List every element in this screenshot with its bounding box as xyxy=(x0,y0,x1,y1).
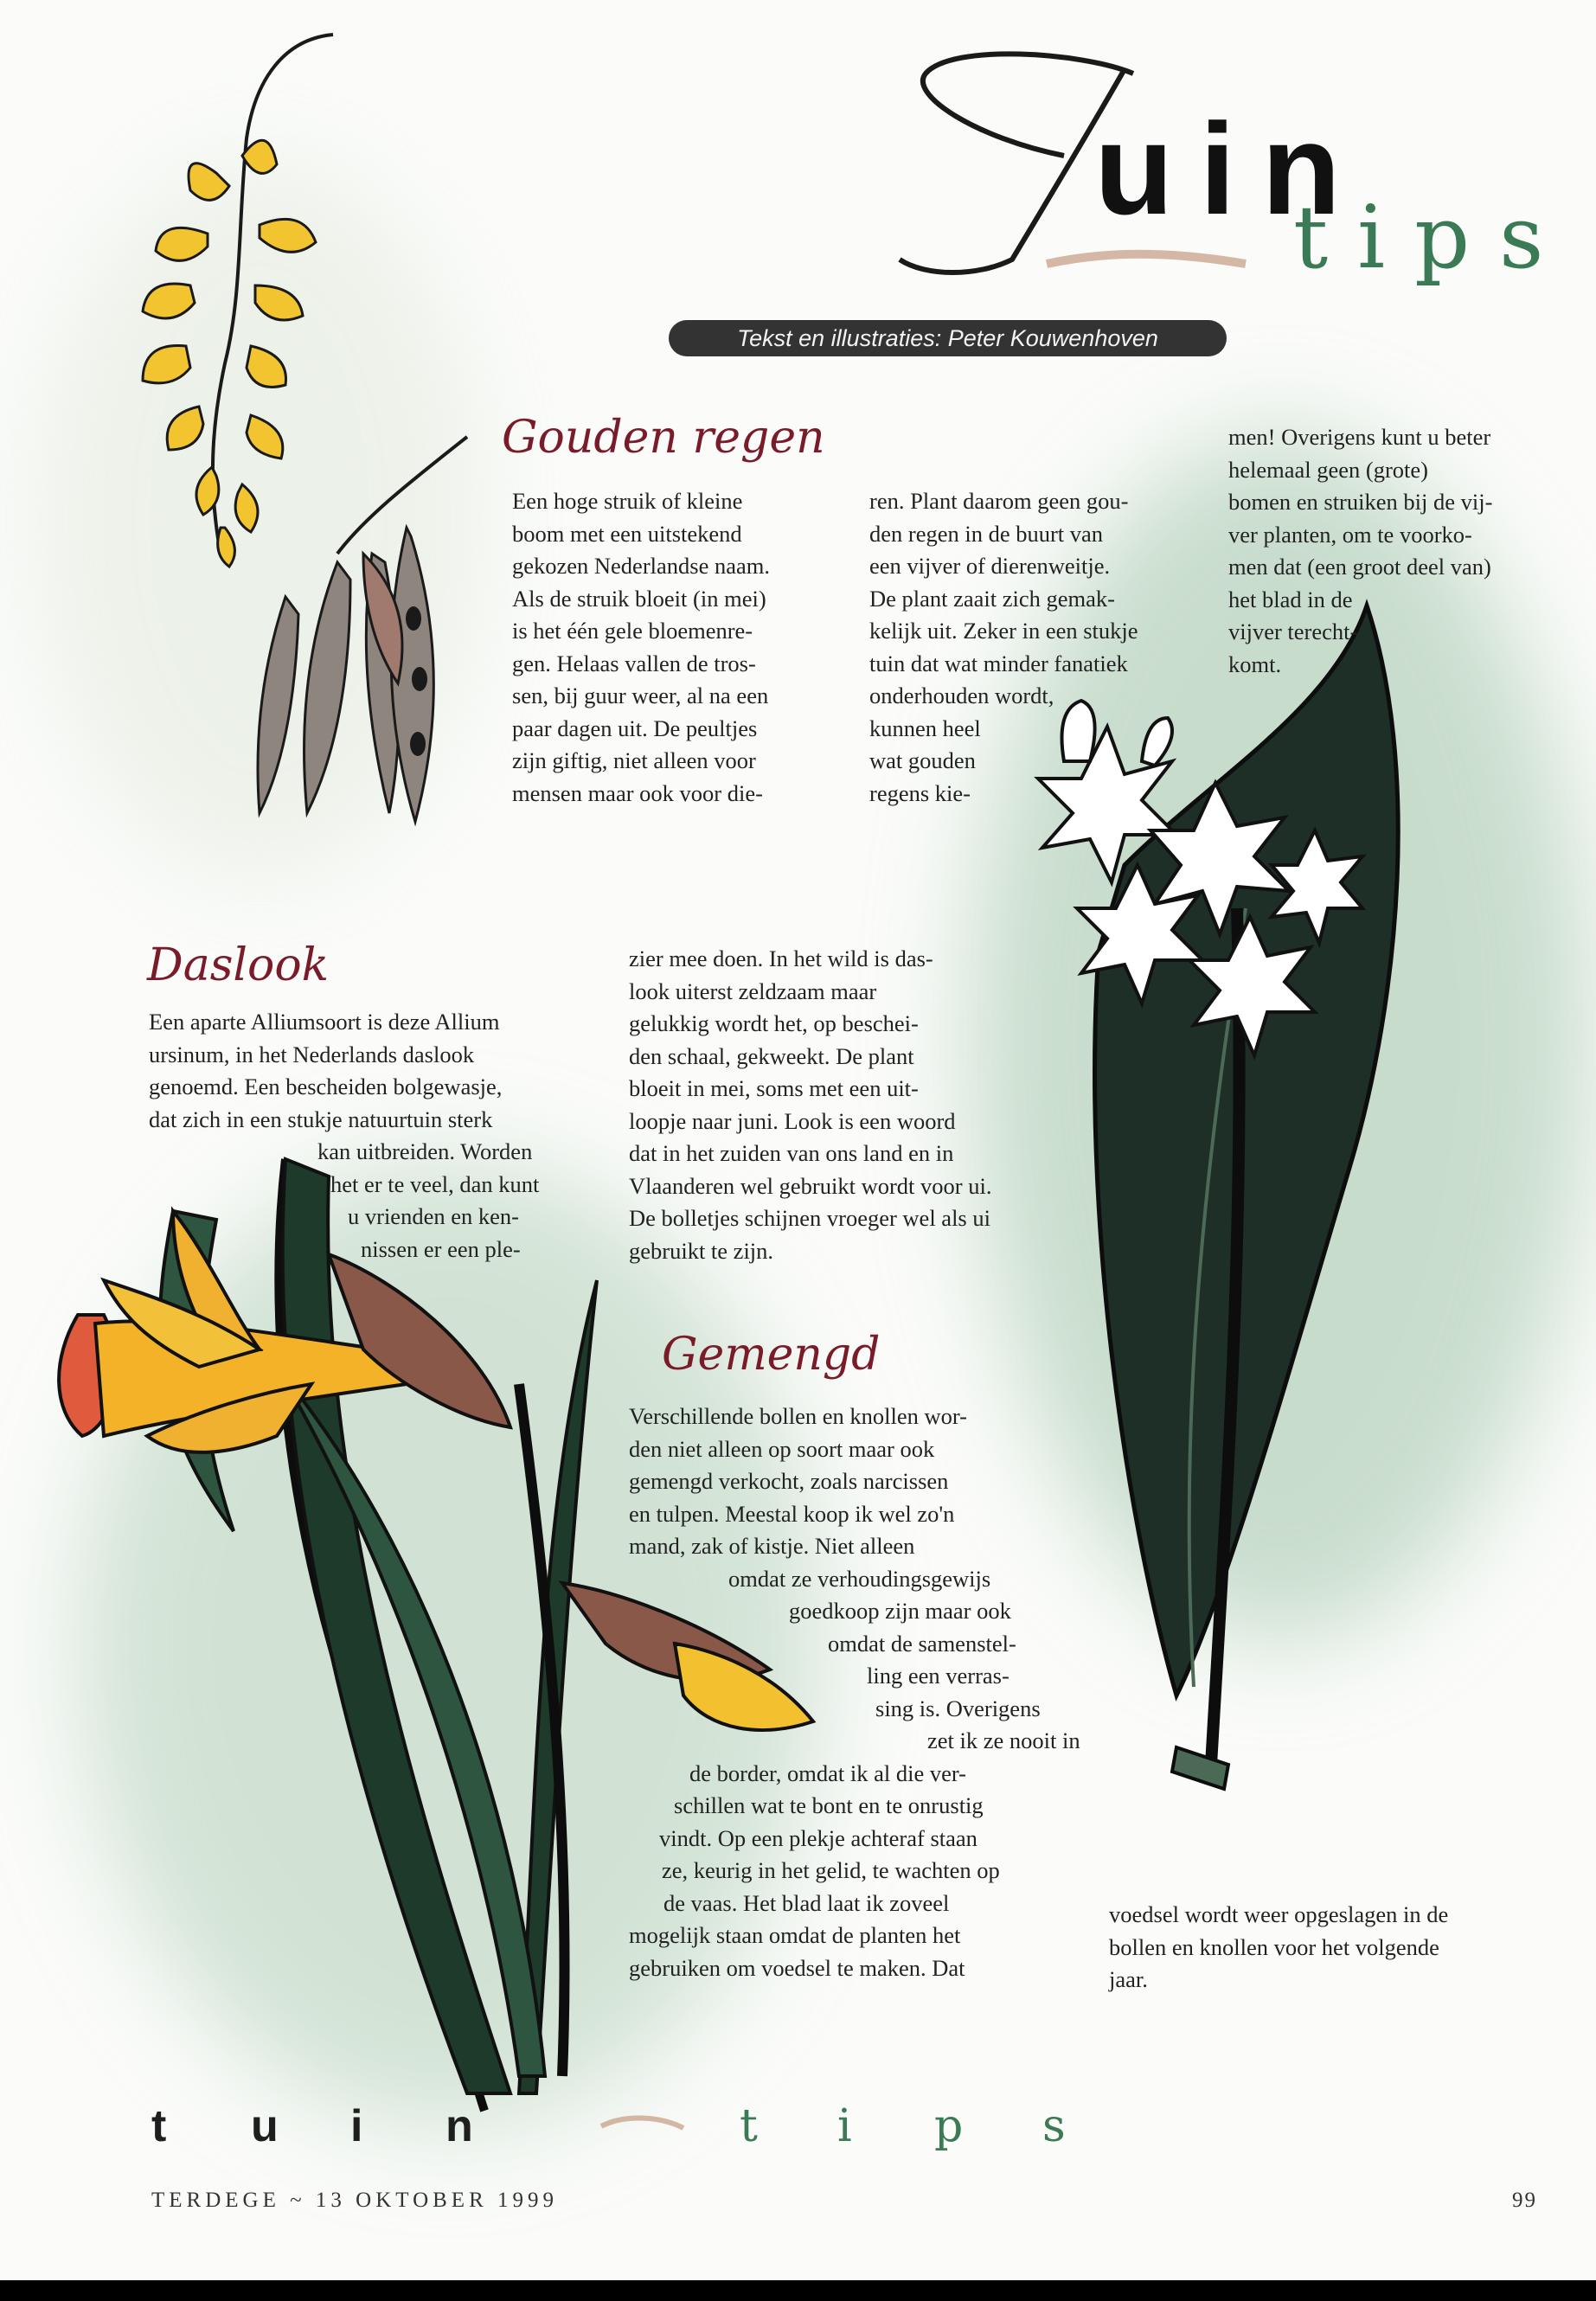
daslook-column-1 xyxy=(149,1006,581,1266)
text-line: een vijver of dierenweitje. xyxy=(869,553,1111,579)
text-line: zijn giftig, niet alleen voor xyxy=(512,747,756,773)
text-line: sing is. Overigens xyxy=(875,1695,1041,1721)
text-line: sen, bij guur weer, al na een xyxy=(512,683,769,708)
gemengd-column-1 xyxy=(629,1400,1080,1984)
text-line: ver planten, om te voorko- xyxy=(1228,521,1472,548)
text-line: den niet alleen op soort maar ook xyxy=(629,1435,935,1462)
footer-tuin-t: t xyxy=(151,2101,167,2151)
text-line: omdat ze verhoudingsgewijs xyxy=(728,1565,991,1592)
text-line: ren. Plant daarom geen gou- xyxy=(869,488,1129,514)
golden-rain-illustration xyxy=(143,35,467,822)
text-line: omdat de samenstel- xyxy=(828,1630,1016,1657)
footer-tips-t: t xyxy=(740,2100,758,2152)
text-line: het blad in de xyxy=(1228,586,1353,612)
text-line: den regen in de buurt van xyxy=(869,520,1104,547)
text-line: bomen en struiken bij de vij- xyxy=(1228,489,1493,515)
text-line: zier mee doen. In het wild is das- xyxy=(629,945,933,971)
text-line: mensen maar ook voor die- xyxy=(512,779,763,806)
text-line: komt. xyxy=(1228,651,1282,677)
text-line: vijver terecht- xyxy=(1228,619,1358,644)
text-line: gebruikt te zijn. xyxy=(629,1237,774,1264)
text-line: de vaas. Het blad laat ik zoveel xyxy=(663,1889,950,1916)
text-line: goedkoop zijn maar ook xyxy=(789,1598,1011,1624)
text-line: look uiterst zeldzaam maar xyxy=(629,977,877,1004)
text-line: gebruiken om voedsel te maken. Dat xyxy=(629,1954,965,1981)
text-line: dat zich in een stukje natuurtuin sterk xyxy=(149,1106,493,1132)
text-line: de border, omdat ik al die ver- xyxy=(689,1759,966,1786)
text-line: kan uitbreiden. Worden xyxy=(317,1138,533,1164)
page-number: 99 xyxy=(1512,2189,1537,2212)
text-line: gekozen Nederlandse naam. xyxy=(512,553,770,579)
text-line: De plant zaait zich gemak- xyxy=(869,585,1115,612)
byline-badge: Tekst en illustraties: Peter Kouwenhoven xyxy=(669,320,1227,356)
text-line: mand, zak of kistje. Niet alleen xyxy=(629,1533,915,1559)
heading-gouden-regen: Gouden regen xyxy=(502,412,825,464)
text-line: voedsel wordt weer opgeslagen in de xyxy=(1109,1901,1449,1927)
text-line: Als de struik bloeit (in mei) xyxy=(512,585,766,612)
text-line: onderhouden wordt, xyxy=(869,683,1054,708)
text-line: mogelijk staan omdat de planten het xyxy=(629,1922,961,1948)
text-line: Een hoge struik of kleine xyxy=(512,488,743,514)
text-line: is het één gele bloemenre- xyxy=(512,618,753,644)
text-line: tuin dat wat minder fanatiek xyxy=(869,650,1128,676)
text-line: dat in het zuiden van ons land en in xyxy=(629,1140,954,1166)
text-line: wat gouden xyxy=(869,747,976,773)
text-line: u vrienden en ken- xyxy=(348,1203,519,1229)
text-line: boom met een uitstekend xyxy=(512,520,742,547)
text-line: kunnen heel xyxy=(869,715,981,741)
page-subtitle: tips xyxy=(1293,187,1574,288)
daslook-column-2 xyxy=(629,943,991,1267)
footer-tips-s: s xyxy=(1042,2100,1066,2152)
text-line: schillen wat te bont en te onrustig xyxy=(674,1792,984,1818)
text-line: gen. Helaas vallen de tros- xyxy=(512,650,756,676)
text-line: ze, keurig in het gelid, te wachten op xyxy=(662,1857,1000,1883)
text-line: den schaal, gekweekt. De plant xyxy=(629,1042,914,1069)
footer-tips-p: p xyxy=(934,2100,964,2152)
footer-tuin-n: n xyxy=(445,2101,473,2151)
footer-tips-i: i xyxy=(837,2100,852,2152)
publication-line: TERDEGE ~ 13 OKTOBER 1999 xyxy=(151,2189,558,2212)
text-line: De bolletjes schijnen vroeger wel als ui xyxy=(629,1205,990,1231)
text-line: bollen en knollen voor het volgende xyxy=(1109,1933,1439,1960)
text-line: bloeit in mei, soms met een uit- xyxy=(629,1075,919,1101)
text-line: Vlaanderen wel gebruikt wordt voor ui. xyxy=(629,1172,992,1199)
text-line: ling een verras- xyxy=(867,1663,1010,1689)
text-line: gelukkig wordt het, op beschei- xyxy=(629,1010,919,1036)
text-line: en tulpen. Meestal koop ik wel zo'n xyxy=(629,1500,955,1527)
text-line: zet ik ze nooit in xyxy=(927,1727,1080,1753)
text-line: men dat (een groot deel van) xyxy=(1228,554,1491,580)
text-line: loopje naar juni. Look is een woord xyxy=(629,1107,956,1134)
text-line: ursinum, in het Nederlands daslook xyxy=(149,1041,475,1067)
gemengd-column-2 xyxy=(1109,1899,1448,1997)
text-line: kelijk uit. Zeker in een stukje xyxy=(869,618,1138,644)
gouden-regen-column-3 xyxy=(1228,421,1492,681)
footer-tuin-u: u xyxy=(251,2101,279,2151)
gouden-regen-column-1 xyxy=(512,485,770,810)
text-line: paar dagen uit. De peultjes xyxy=(512,715,758,741)
heading-daslook: Daslook xyxy=(147,939,330,991)
text-line: het er te veel, dan kunt xyxy=(330,1170,540,1197)
gouden-regen-column-2 xyxy=(869,485,1138,810)
text-line: vindt. Op een plekje achteraf staan xyxy=(659,1824,977,1851)
text-line: gemengd verkocht, zoals narcissen xyxy=(629,1468,949,1494)
heading-gemengd: Gemengd xyxy=(662,1329,881,1381)
text-line: Een aparte Alliumsoort is deze Allium xyxy=(149,1009,500,1035)
footer-tuin-i: i xyxy=(350,2101,363,2151)
text-line: Verschillende bollen en knollen wor- xyxy=(629,1403,967,1429)
page-title: uin xyxy=(1094,96,1367,241)
text-line: genoemd. Een bescheiden bolgewasje, xyxy=(149,1074,503,1099)
text-line: jaar. xyxy=(1109,1966,1148,1992)
text-line: regens kie- xyxy=(869,779,971,806)
text-line: nissen er een ple- xyxy=(361,1235,521,1262)
text-line: men! Overigens kunt u beter xyxy=(1228,424,1491,450)
text-line: helemaal geen (grote) xyxy=(1228,456,1429,483)
